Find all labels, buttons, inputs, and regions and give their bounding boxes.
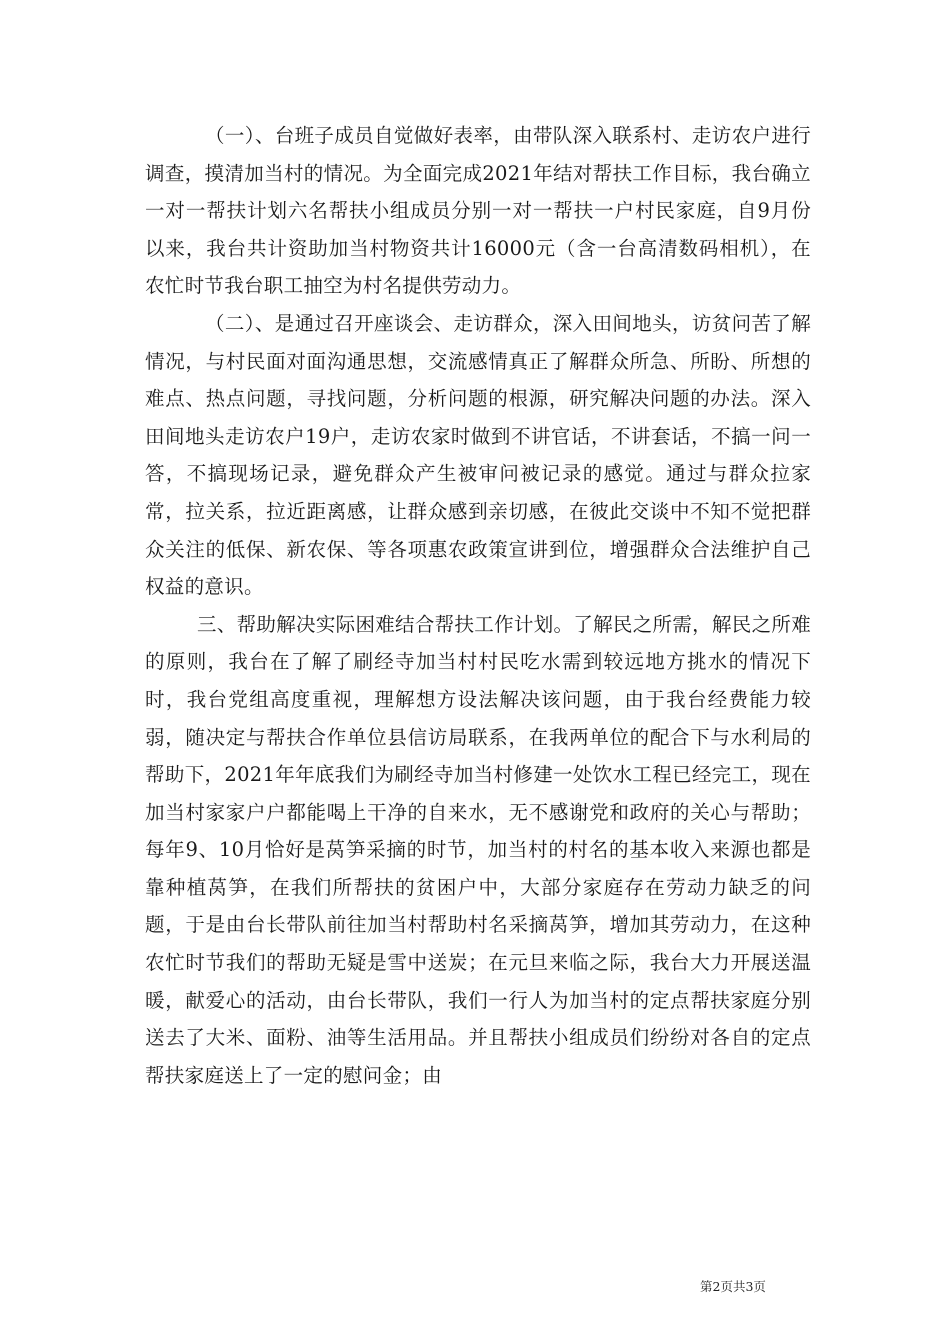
paragraph-2: （二）、是通过召开座谈会、走访群众，深入田间地头，访贫问苦了解情况，与村民面对面沟通思想，交流感情真正了解群众所急、所盼、所想的难点、热点问题，寻找问题，分析问题的根源，研究解决问题的办法。深入田间地头走访农户19户，走访农家时做到不讲官话，不讲套话，不搞一问一答，不搞现场记录，避免群众产生被审问被记录的感觉。通过与群众拉家常，拉关系，拉近距离感，让群众感到亲切感，在彼此交谈中不知不觉把群众关注的低保、新农保、等各项惠农政策宣讲到位，增强群众合法维护自己权益的意识。 <box>145 311 811 599</box>
paragraph-1: （一）、台班子成员自觉做好表率，由带队深入联系村、走访农户进行调查，摸清加当村的情况。为全面完成2021年结对帮扶工作目标，我台确立一对一帮扶计划六名帮扶小组成员分别一对一帮扶一户村民家庭，自9月份以来，我台共计资助加当村物资共计16000元（含一台高清数码相机），在农忙时节我台职工抽空为村名提供劳动力。 <box>145 124 811 298</box>
page-number-footer: 第2页共3页 <box>700 1279 766 1294</box>
document-body <box>145 117 811 1094</box>
paragraph-3: 三、帮助解决实际困难结合帮扶工作计划。了解民之所需，解民之所难的原则，我台在了解了刷经寺加当村村民吃水需到较远地方挑水的情况下时，我台党组高度重视，理解想方设法解决该问题，由于我台经费能力较弱，随决定与帮扶合作单位县信访局联系，在我两单位的配合下与水利局的帮助下，2021年年底我们为刷经寺加当村修建一处饮水工程已经完工，现在加当村家家户户都能喝上干净的自来水，无不感谢党和政府的关心与帮助；每年9、10月恰好是莴笋采摘的时节，加当村的村名的基本收入来源也都是靠种植莴笋，在我们所帮扶的贫困户中，大部分家庭存在劳动力缺乏的问题，于是由台长带队前往加当村帮助村名采摘莴笋，增加其劳动力，在这种农忙时节我们的帮助无疑是雪中送炭；在元旦来临之际，我台大力开展送温暖，献爱心的活动，由台长带队，我们一行人为加当村的定点帮扶家庭分别送去了大米、面粉、油等生活用品。并且帮扶小组成员们纷纷对各自的定点帮扶家庭送上了一定的慰问金；由 <box>145 612 811 1087</box>
